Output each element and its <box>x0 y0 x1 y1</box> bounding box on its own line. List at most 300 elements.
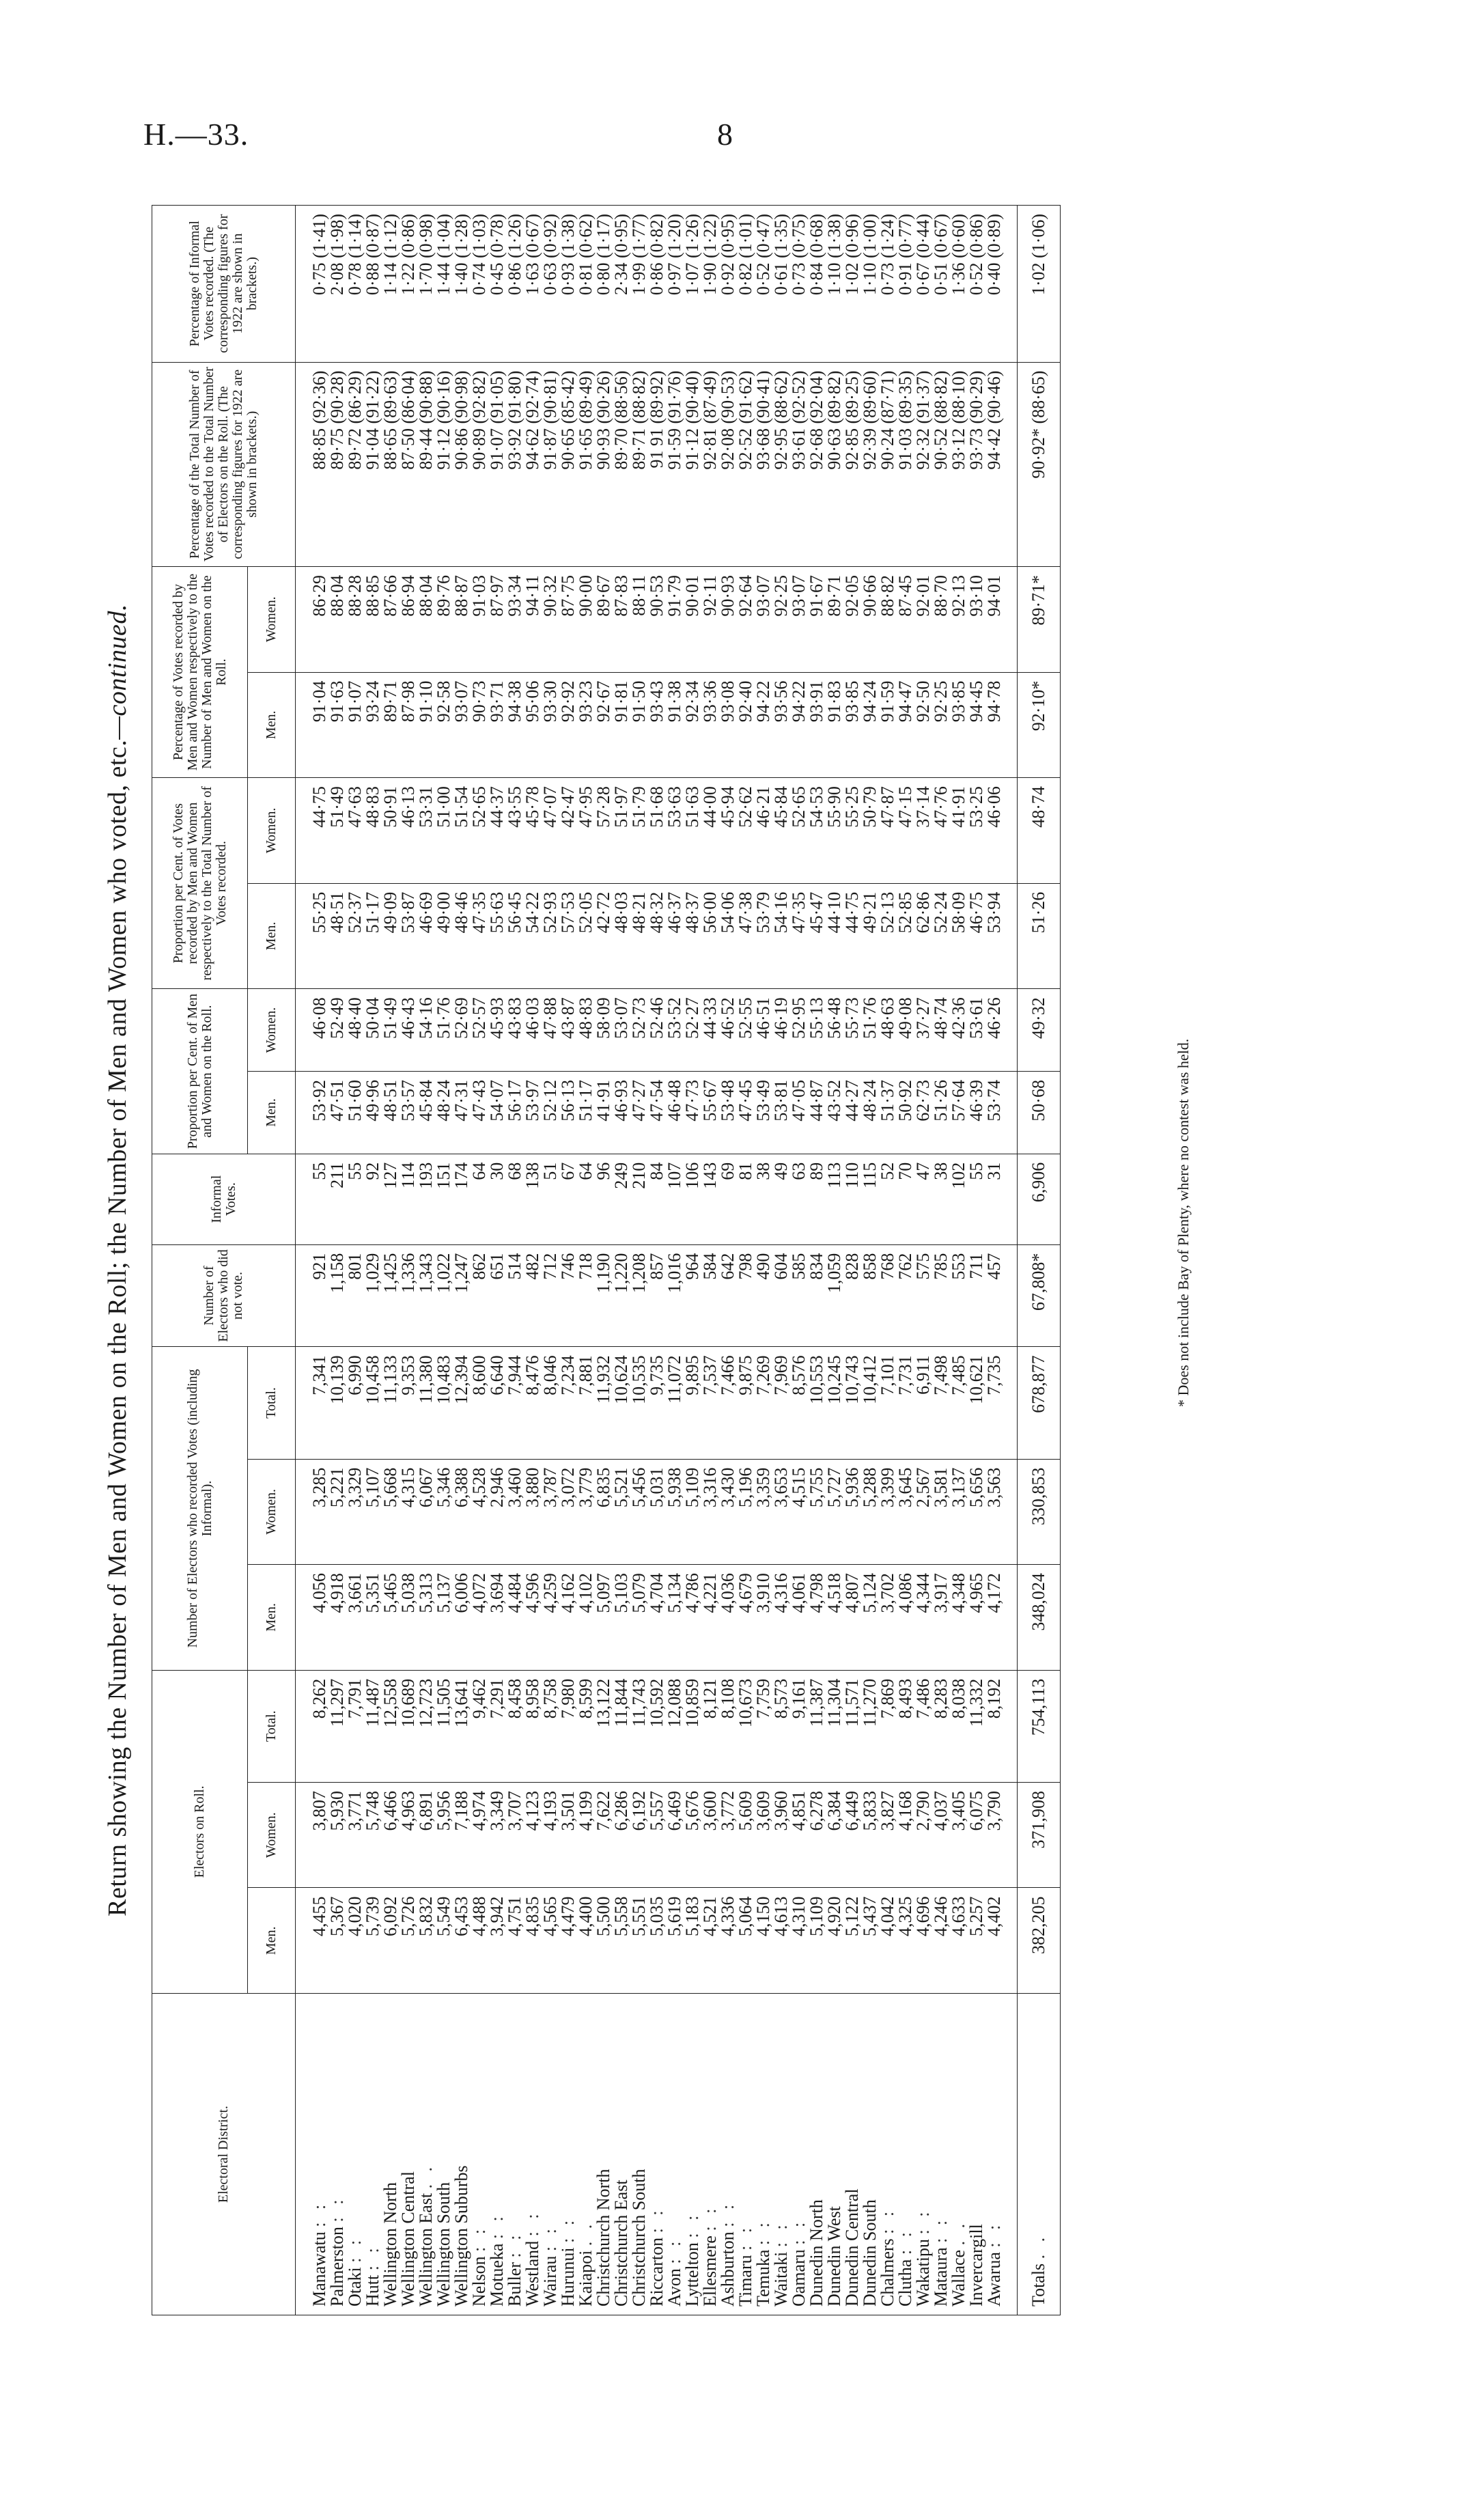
roll-women-cell: 6,384 <box>826 1782 843 1888</box>
leader-dots: : : <box>700 2204 720 2231</box>
totals-pct-women: 89·71* <box>1018 567 1061 673</box>
roll-men-cell: 5,437 <box>861 1888 879 1994</box>
table-title-main: Return showing the Number of Men and Women on the Roll; the Number of Men and Women who voted, etc. <box>103 739 132 1917</box>
not-voted-cell: 711 <box>968 1244 985 1347</box>
roll-women-cell: 3,790 <box>985 1782 1018 1888</box>
prop-votes-women-cell: 41·91 <box>950 778 968 884</box>
roll-total-cell: 12,723 <box>417 1670 435 1782</box>
district-cell <box>453 1994 471 2315</box>
rec-women-cell: 3,329 <box>346 1459 364 1565</box>
roll-total-cell: 12,558 <box>382 1670 400 1782</box>
prop-roll-men-cell: 62·73 <box>914 1072 932 1154</box>
rec-total-cell: 7,498 <box>932 1347 950 1459</box>
rec-men-cell: 4,704 <box>648 1565 666 1671</box>
informal-cell: 38 <box>755 1154 772 1244</box>
prop-votes-men-cell: 54·22 <box>524 883 542 989</box>
rec-women-cell: 5,521 <box>613 1459 630 1565</box>
pct-informal-cell: 1·10 (1·38) <box>826 206 843 363</box>
pct-informal-cell: 2·08 (1·98) <box>328 206 346 363</box>
prop-roll-men-cell: 48·24 <box>861 1072 879 1154</box>
table-row <box>506 206 524 2315</box>
prop-roll-women-cell: 46·52 <box>719 989 737 1072</box>
subheader-men: Men. <box>248 672 296 778</box>
pct-men-cell: 91·07 <box>346 672 364 778</box>
header-electors-on-roll: Electors on Roll. <box>152 1670 248 1993</box>
not-voted-cell: 768 <box>879 1244 897 1347</box>
rec-men-cell: 4,259 <box>542 1565 559 1671</box>
district-cell <box>488 1994 506 2315</box>
district-name: Dunedin South <box>860 2199 880 2307</box>
pct-total-cell: 93·12 (88·10) <box>950 362 968 566</box>
district-name: Christchurch North <box>593 2169 613 2307</box>
pct-women-cell: 90·01 <box>684 567 701 673</box>
rec-total-cell: 6,640 <box>488 1347 506 1459</box>
pct-women-cell: 90·00 <box>577 567 595 673</box>
rec-total-cell: 7,537 <box>701 1347 719 1459</box>
not-voted-cell: 1,343 <box>417 1244 435 1347</box>
roll-men-cell: 4,246 <box>932 1888 950 1994</box>
pct-women-cell: 90·53 <box>648 567 666 673</box>
rec-men-cell: 5,038 <box>400 1565 417 1671</box>
pct-men-cell: 94·47 <box>897 672 914 778</box>
table-row <box>719 206 737 2315</box>
prop-roll-women-cell: 48·40 <box>346 989 364 1072</box>
roll-total-cell: 7,869 <box>879 1670 897 1782</box>
rec-women-cell: 3,359 <box>755 1459 772 1565</box>
roll-women-cell: 3,501 <box>559 1782 577 1888</box>
district-name: Christchurch East <box>611 2179 631 2307</box>
pct-men-cell: 94·22 <box>755 672 772 778</box>
pct-men-cell: 91·10 <box>417 672 435 778</box>
roll-total-cell: 11,571 <box>843 1670 861 1782</box>
not-voted-cell: 575 <box>914 1244 932 1347</box>
district-name: Avon <box>664 2268 684 2307</box>
roll-men-cell: 4,835 <box>524 1888 542 1994</box>
rec-women-cell: 5,936 <box>843 1459 861 1565</box>
prop-votes-men-cell: 47·35 <box>471 883 488 989</box>
prop-roll-women-cell: 44·33 <box>701 989 719 1072</box>
totals-prop-votes-women: 48·74 <box>1018 778 1061 884</box>
roll-men-cell: 5,109 <box>808 1888 826 1994</box>
rec-total-cell: 6,911 <box>914 1347 932 1459</box>
pct-women-cell: 90·32 <box>542 567 559 673</box>
rec-total-cell: 7,234 <box>559 1347 577 1459</box>
roll-men-cell: 5,739 <box>364 1888 382 1994</box>
roll-women-cell: 6,286 <box>613 1782 630 1888</box>
district-cell <box>595 1994 613 2315</box>
table-row <box>648 206 666 2315</box>
pct-informal-cell: 1·90 (1·22) <box>701 206 719 363</box>
not-voted-cell: 1,016 <box>666 1244 684 1347</box>
prop-votes-men-cell: 52·37 <box>346 883 364 989</box>
district-name: Palmerston <box>327 2227 347 2307</box>
district-name: Clutha <box>895 2259 915 2307</box>
district-name: Waitaki <box>771 2251 791 2307</box>
table-row <box>488 206 506 2315</box>
district-cell <box>826 1994 843 2315</box>
pct-informal-cell: 1·44 (1·04) <box>435 206 453 363</box>
district-cell <box>701 1994 719 2315</box>
rec-total-cell: 11,133 <box>382 1347 400 1459</box>
prop-votes-men-cell: 57·53 <box>559 883 577 989</box>
prop-votes-men-cell: 44·10 <box>826 883 843 989</box>
prop-votes-women-cell: 51·68 <box>648 778 666 884</box>
rec-men-cell: 4,484 <box>506 1565 524 1671</box>
roll-women-cell: 4,963 <box>400 1782 417 1888</box>
not-voted-cell: 798 <box>737 1244 755 1347</box>
prop-roll-women-cell: 56·48 <box>826 989 843 1072</box>
roll-total-cell: 8,108 <box>719 1670 737 1782</box>
prop-roll-women-cell: 55·13 <box>808 989 826 1072</box>
roll-total-cell: 12,088 <box>666 1670 684 1782</box>
not-voted-cell: 828 <box>843 1244 861 1347</box>
pct-men-cell: 93·85 <box>843 672 861 778</box>
rec-men-cell: 5,124 <box>861 1565 879 1671</box>
rec-total-cell: 7,881 <box>577 1347 595 1459</box>
roll-total-cell: 8,038 <box>950 1670 968 1782</box>
leader-dots: : : <box>309 2200 329 2227</box>
informal-cell: 110 <box>843 1154 861 1244</box>
pct-men-cell: 87·98 <box>400 672 417 778</box>
district-cell <box>471 1994 488 2315</box>
roll-women-cell: 3,771 <box>346 1782 364 1888</box>
roll-total-cell: 11,505 <box>435 1670 453 1782</box>
pct-total-cell: 91 91 (89·92) <box>648 362 666 566</box>
prop-roll-women-cell: 54·16 <box>417 989 435 1072</box>
prop-votes-women-cell: 46·21 <box>755 778 772 884</box>
not-voted-cell: 785 <box>932 1244 950 1347</box>
district-cell <box>559 1994 577 2315</box>
rec-total-cell: 9,735 <box>648 1347 666 1459</box>
rec-total-cell: 10,743 <box>843 1347 861 1459</box>
roll-women-cell: 6,469 <box>666 1782 684 1888</box>
roll-men-cell: 5,619 <box>666 1888 684 1994</box>
pct-total-cell: 92·39 (89·60) <box>861 362 879 566</box>
rec-women-cell: 5,221 <box>328 1459 346 1565</box>
prop-votes-men-cell: 53·94 <box>985 883 1018 989</box>
prop-roll-men-cell: 45·84 <box>417 1072 435 1154</box>
rec-women-cell: 5,109 <box>684 1459 701 1565</box>
not-voted-cell: 921 <box>296 1244 329 1347</box>
rec-total-cell: 8,476 <box>524 1347 542 1459</box>
roll-men-cell: 4,696 <box>914 1888 932 1994</box>
pct-total-cell: 91·04 (91·22) <box>364 362 382 566</box>
rec-men-cell: 4,965 <box>968 1565 985 1671</box>
totals-label: Totals <box>1028 2263 1048 2307</box>
prop-votes-men-cell: 55·63 <box>488 883 506 989</box>
district-cell <box>296 1994 329 2315</box>
pct-women-cell: 93·07 <box>790 567 808 673</box>
rec-women-cell: 5,346 <box>435 1459 453 1565</box>
pct-total-cell: 91·07 (91·05) <box>488 362 506 566</box>
roll-women-cell: 4,037 <box>932 1782 950 1888</box>
rec-total-cell: 7,466 <box>719 1347 737 1459</box>
rec-women-cell: 3,137 <box>950 1459 968 1565</box>
subheader-women: Women. <box>248 989 296 1072</box>
prop-votes-men-cell: 53·79 <box>755 883 772 989</box>
prop-votes-men-cell: 52·24 <box>932 883 950 989</box>
district-name: Wellington Suburbs <box>451 2165 471 2307</box>
prop-votes-men-cell: 49·21 <box>861 883 879 989</box>
rec-men-cell: 3,661 <box>346 1565 364 1671</box>
pct-informal-cell: 1·63 (0·67) <box>524 206 542 363</box>
district-name: Hurunui <box>558 2247 578 2307</box>
rotated-table-sheet <box>102 205 1250 2315</box>
not-voted-cell: 553 <box>950 1244 968 1347</box>
rec-women-cell: 3,880 <box>524 1459 542 1565</box>
table-row <box>826 206 843 2315</box>
header-did-not-vote: Number of Electors who did not vote. <box>152 1244 296 1347</box>
pct-informal-cell: 1·22 (0·86) <box>400 206 417 363</box>
roll-men-cell: 5,500 <box>595 1888 613 1994</box>
prop-votes-women-cell: 53·63 <box>666 778 684 884</box>
informal-cell: 55 <box>968 1154 985 1244</box>
roll-men-cell: 4,042 <box>879 1888 897 1994</box>
totals-not-voted: 67,808* <box>1018 1244 1061 1347</box>
pct-total-cell: 91·65 (89·49) <box>577 362 595 566</box>
district-name: Wellington Central <box>398 2171 418 2307</box>
totals-prop-roll-men: 50·68 <box>1018 1072 1061 1154</box>
pct-informal-cell: 0·84 (0·68) <box>808 206 826 363</box>
prop-votes-men-cell: 54·16 <box>772 883 790 989</box>
district-name: Riccarton <box>647 2237 667 2307</box>
pct-informal-cell: 0·78 (1·14) <box>346 206 364 363</box>
rec-total-cell: 10,458 <box>364 1347 382 1459</box>
pct-informal-cell: 0·86 (0·82) <box>648 206 666 363</box>
prop-roll-men-cell: 46·48 <box>666 1072 684 1154</box>
district-cell <box>328 1994 346 2315</box>
prop-roll-women-cell: 46·26 <box>985 989 1018 1072</box>
pct-total-cell: 89·71 (88·82) <box>630 362 648 566</box>
prop-votes-men-cell: 47·35 <box>790 883 808 989</box>
district-cell <box>861 1994 879 2315</box>
rec-men-cell: 4,348 <box>950 1565 968 1671</box>
roll-total-cell: 8,192 <box>985 1670 1018 1782</box>
roll-total-cell: 8,599 <box>577 1670 595 1782</box>
prop-votes-men-cell: 49·09 <box>382 883 400 989</box>
rec-women-cell: 5,456 <box>630 1459 648 1565</box>
pct-men-cell: 93·85 <box>950 672 968 778</box>
district-name: Dunedin North <box>807 2199 826 2307</box>
pct-women-cell: 90·93 <box>719 567 737 673</box>
district-name: Buller <box>505 2262 524 2307</box>
subheader-total: Total. <box>248 1670 296 1782</box>
rec-men-cell: 4,162 <box>559 1565 577 1671</box>
pct-total-cell: 90·24 (87·71) <box>879 362 897 566</box>
informal-cell: 113 <box>826 1154 843 1244</box>
district-cell <box>417 1994 435 2315</box>
prop-roll-men-cell: 46·39 <box>968 1072 985 1154</box>
district-cell <box>808 1994 826 2315</box>
pct-women-cell: 88·85 <box>364 567 382 673</box>
roll-total-cell: 13,122 <box>595 1670 613 1782</box>
header-informal: Informal Votes. <box>152 1154 296 1244</box>
rec-men-cell: 5,137 <box>435 1565 453 1671</box>
not-voted-cell: 834 <box>808 1244 826 1347</box>
prop-roll-women-cell: 45·93 <box>488 989 506 1072</box>
pct-men-cell: 92·25 <box>932 672 950 778</box>
prop-votes-women-cell: 44·75 <box>296 778 329 884</box>
rec-women-cell: 5,107 <box>364 1459 382 1565</box>
pct-men-cell: 94·38 <box>506 672 524 778</box>
pct-women-cell: 92·25 <box>772 567 790 673</box>
rec-women-cell: 3,399 <box>879 1459 897 1565</box>
district-name: Wellington East <box>416 2192 436 2307</box>
roll-women-cell: 6,278 <box>808 1782 826 1888</box>
leader-dots: : : <box>771 2220 791 2248</box>
prop-roll-women-cell: 52·95 <box>790 989 808 1072</box>
roll-men-cell: 4,488 <box>471 1888 488 1994</box>
prop-votes-men-cell: 46·37 <box>666 883 684 989</box>
roll-women-cell: 5,676 <box>684 1782 701 1888</box>
prop-roll-men-cell: 41·91 <box>595 1072 613 1154</box>
prop-roll-women-cell: 51·76 <box>861 989 879 1072</box>
rec-total-cell: 7,944 <box>506 1347 524 1459</box>
pct-women-cell: 92·64 <box>737 567 755 673</box>
roll-total-cell: 11,487 <box>364 1670 382 1782</box>
pct-men-cell: 93·08 <box>719 672 737 778</box>
district-cell <box>684 1994 701 2315</box>
not-voted-cell: 585 <box>790 1244 808 1347</box>
roll-men-cell: 4,479 <box>559 1888 577 1994</box>
table-row <box>914 206 932 2315</box>
prop-votes-men-cell: 48·21 <box>630 883 648 989</box>
prop-roll-women-cell: 46·19 <box>772 989 790 1072</box>
rec-total-cell: 11,932 <box>595 1347 613 1459</box>
prop-votes-women-cell: 55·25 <box>843 778 861 884</box>
rec-total-cell: 12,394 <box>453 1347 471 1459</box>
prop-votes-men-cell: 48·37 <box>684 883 701 989</box>
rec-women-cell: 6,388 <box>453 1459 471 1565</box>
prop-roll-women-cell: 52·27 <box>684 989 701 1072</box>
subheader-men: Men. <box>248 1565 296 1671</box>
informal-cell: 114 <box>400 1154 417 1244</box>
rec-women-cell: 5,656 <box>968 1459 985 1565</box>
pct-men-cell: 94·24 <box>861 672 879 778</box>
rec-total-cell: 8,576 <box>790 1347 808 1459</box>
leader-dots: : : <box>363 2244 382 2271</box>
roll-men-cell: 4,455 <box>296 1888 329 1994</box>
pct-women-cell: 92·11 <box>701 567 719 673</box>
prop-roll-men-cell: 44·27 <box>843 1072 861 1154</box>
rec-women-cell: 3,430 <box>719 1459 737 1565</box>
prop-votes-women-cell: 48·83 <box>364 778 382 884</box>
informal-cell: 151 <box>435 1154 453 1244</box>
district-name: Westland <box>522 2240 542 2307</box>
table-row <box>701 206 719 2315</box>
prop-roll-men-cell: 50·92 <box>897 1072 914 1154</box>
pct-total-cell: 90·89 (92·82) <box>471 362 488 566</box>
not-voted-cell: 490 <box>755 1244 772 1347</box>
pct-men-cell: 91·63 <box>328 672 346 778</box>
prop-roll-women-cell: 43·83 <box>506 989 524 1072</box>
rec-men-cell: 4,102 <box>577 1565 595 1671</box>
district-cell <box>950 1994 968 2315</box>
subheader-total: Total. <box>248 1347 296 1459</box>
rec-total-cell: 8,600 <box>471 1347 488 1459</box>
district-cell <box>914 1994 932 2315</box>
not-voted-cell: 584 <box>701 1244 719 1347</box>
district-name: Chalmers <box>878 2238 897 2307</box>
prop-votes-women-cell: 37·14 <box>914 778 932 884</box>
rec-women-cell: 3,787 <box>542 1459 559 1565</box>
header-pct-recorded: Percentage of Votes recorded by Men and Women respectively to the Number of Men and Women on the Roll. <box>152 567 248 778</box>
table-row <box>684 206 701 2315</box>
rec-men-cell: 4,807 <box>843 1565 861 1671</box>
roll-total-cell: 8,283 <box>932 1670 950 1782</box>
header-pct-informal: Percentage of Informal Votes recorded. (The corresponding figures for 1922 are shown in brackets.) <box>152 206 296 363</box>
rec-total-cell: 7,969 <box>772 1347 790 1459</box>
prop-votes-women-cell: 51·00 <box>435 778 453 884</box>
pct-women-cell: 86·29 <box>296 567 329 673</box>
rec-total-cell: 9,353 <box>400 1347 417 1459</box>
district-cell <box>435 1994 453 2315</box>
roll-men-cell: 4,310 <box>790 1888 808 1994</box>
not-voted-cell: 651 <box>488 1244 506 1347</box>
informal-cell: 63 <box>790 1154 808 1244</box>
pct-women-cell: 93·34 <box>506 567 524 673</box>
prop-votes-women-cell: 47·76 <box>932 778 950 884</box>
informal-cell: 69 <box>719 1154 737 1244</box>
pct-informal-cell: 0·82 (1·01) <box>737 206 755 363</box>
district-cell <box>666 1994 684 2315</box>
roll-men-cell: 4,150 <box>755 1888 772 1994</box>
pct-total-cell: 87·50 (86·04) <box>400 362 417 566</box>
rec-total-cell: 7,731 <box>897 1347 914 1459</box>
prop-votes-men-cell: 48·03 <box>613 883 630 989</box>
pct-men-cell: 91·59 <box>879 672 897 778</box>
not-voted-cell: 1,029 <box>364 1244 382 1347</box>
rec-men-cell: 5,313 <box>417 1565 435 1671</box>
pct-men-cell: 93·43 <box>648 672 666 778</box>
leader-dots: : : <box>895 2228 915 2255</box>
prop-roll-men-cell: 47·31 <box>453 1072 471 1154</box>
pct-informal-cell: 0·61 (1·35) <box>772 206 790 363</box>
prop-roll-men-cell: 47·73 <box>684 1072 701 1154</box>
roll-men-cell: 5,367 <box>328 1888 346 1994</box>
prop-roll-women-cell: 52·69 <box>453 989 471 1072</box>
rec-total-cell: 9,895 <box>684 1347 701 1459</box>
pct-informal-cell: 0·63 (0·92) <box>542 206 559 363</box>
leader-dots: : : <box>753 2218 773 2246</box>
roll-total-cell: 9,462 <box>471 1670 488 1782</box>
rec-women-cell: 3,779 <box>577 1459 595 1565</box>
pct-women-cell: 93·07 <box>755 567 772 673</box>
district-cell <box>346 1994 364 2315</box>
pct-women-cell: 87·83 <box>613 567 630 673</box>
prop-roll-men-cell: 53·48 <box>719 1072 737 1154</box>
prop-roll-women-cell: 52·46 <box>648 989 666 1072</box>
prop-votes-men-cell: 55·25 <box>296 883 329 989</box>
pct-women-cell: 92·05 <box>843 567 861 673</box>
rec-men-cell: 4,221 <box>701 1565 719 1671</box>
table-row <box>559 206 577 2315</box>
informal-cell: 64 <box>577 1154 595 1244</box>
table-row <box>296 206 329 2315</box>
rec-total-cell: 10,412 <box>861 1347 879 1459</box>
pct-men-cell: 92·67 <box>595 672 613 778</box>
rec-total-cell: 10,139 <box>328 1347 346 1459</box>
totals-roll-men: 382,205 <box>1018 1888 1061 1994</box>
pct-informal-cell: 1·36 (0·60) <box>950 206 968 363</box>
prop-roll-men-cell: 53·97 <box>524 1072 542 1154</box>
informal-cell: 70 <box>897 1154 914 1244</box>
leader-dots: : : <box>736 2223 755 2251</box>
rec-men-cell: 5,465 <box>382 1565 400 1671</box>
prop-votes-women-cell: 55·90 <box>826 778 843 884</box>
table-row <box>666 206 684 2315</box>
prop-votes-women-cell: 47·07 <box>542 778 559 884</box>
